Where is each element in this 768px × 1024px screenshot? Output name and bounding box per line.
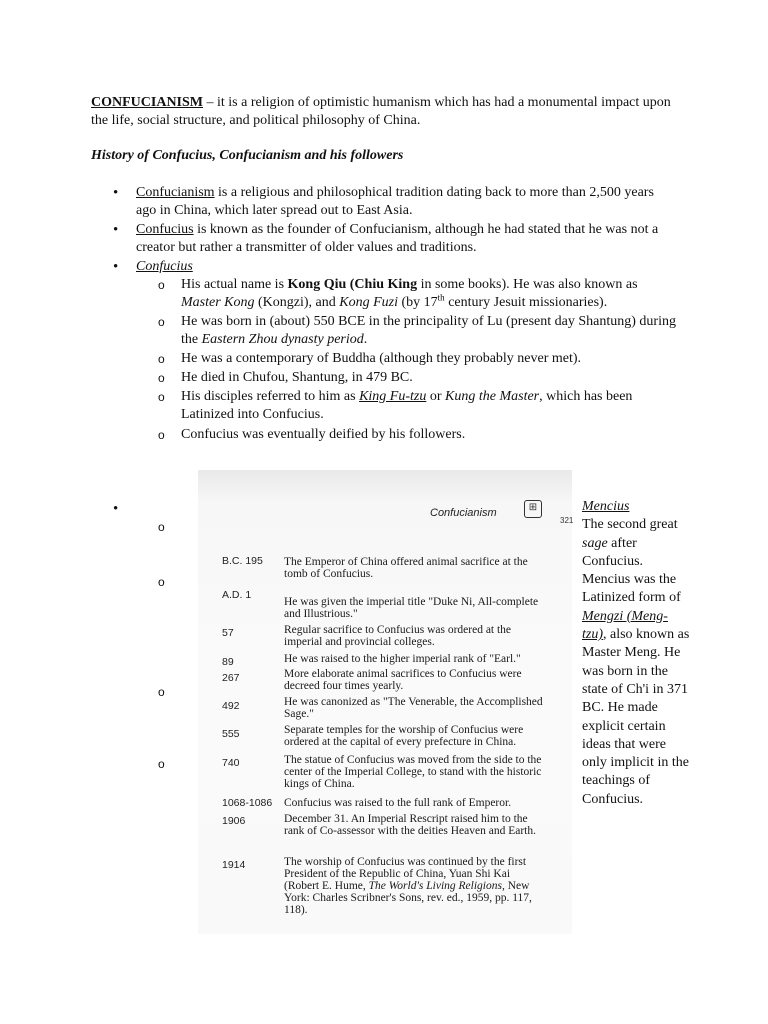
text: in some books). He was also known as	[417, 277, 638, 292]
name-bold: Kong Qiu (Chiu King	[287, 277, 418, 292]
sub-bullet-marker: o	[158, 315, 165, 329]
timeline-date: 267	[222, 672, 240, 684]
scan-shadow	[198, 470, 572, 500]
dynasty-period: Eastern Zhou dynasty period	[201, 332, 364, 347]
timeline-desc: The statue of Confucius was moved from the side to the center of the Imperial College, to stand with the historic kings of China.	[284, 754, 542, 790]
sub-bullet-marker: o	[158, 428, 165, 442]
fact-actual-name	[181, 276, 676, 312]
timeline-date: 492	[222, 700, 240, 712]
bullet-term: Confucius	[136, 259, 193, 274]
alias: Master Kong	[181, 295, 255, 310]
mencius-column	[582, 498, 692, 809]
bullet-marker: •	[113, 501, 119, 517]
bullet-confucianism	[136, 184, 676, 220]
text: after Confucius. Mencius was the Latinized form of	[582, 535, 681, 606]
confucianism-definition: – it is a religion of optimistic humanism which has had a monumental impact upon the life, social structure, and political philosophy of China.	[91, 95, 671, 128]
book-title: The World's Living Religions,	[368, 880, 505, 892]
scanned-timeline-image	[198, 470, 572, 934]
text: His disciples referred to him as	[181, 389, 360, 404]
fact-contemporary: He was a contemporary of Buddha (although they probably never met).	[181, 351, 582, 366]
text: The worship of Confucius was continued by the first President of the Republic of China, Yuan Shi Kai (Robert E. Hume,	[284, 856, 527, 892]
timeline-desc: He was canonized as "The Venerable, the Accomplished Sage."	[284, 696, 543, 720]
intro-paragraph	[91, 94, 671, 130]
disciple-name: King Fu-tzu	[359, 389, 427, 404]
bullet-marker: •	[113, 259, 119, 275]
history-heading: History of Confucius, Confucianism and his followers	[91, 148, 404, 163]
timeline-date: 57	[222, 627, 234, 639]
bullet-term: Confucius	[136, 222, 194, 237]
sub-bullet-marker: o	[158, 352, 165, 366]
sub-bullet-marker: o	[158, 757, 165, 771]
bullet-term: Confucianism	[136, 185, 215, 200]
timeline-desc: Confucius was raised to the full rank of Emperor.	[284, 797, 512, 809]
superscript: th	[437, 292, 445, 303]
timeline-date: B.C. 195	[222, 555, 263, 567]
confucianism-term: CONFUCIANISM	[91, 95, 203, 110]
text: His actual name is	[181, 277, 288, 292]
mengzi-name: Mengzi (Meng-tzu)	[582, 608, 668, 643]
bullet-text: is a religious and philosophical tradition dating back to more than 2,500 years ago in China, which later spread out to East Asia.	[136, 185, 654, 218]
text: century Jesuit missionaries).	[444, 295, 608, 310]
fact-death: He died in Chufou, Shantung, in 479 BC.	[181, 370, 413, 385]
timeline-date: 740	[222, 757, 240, 769]
timeline-desc: He was raised to the higher imperial rank of "Earl."	[284, 653, 521, 665]
sub-bullet-marker: o	[158, 371, 165, 385]
timeline-date: 1068-1086	[222, 797, 273, 809]
text: , also known as Master Meng. He was born in the state of Ch'i in 371 BC. He made explicit certain ideas that were only implicit in the teachings of Confucius.	[582, 627, 690, 807]
sub-bullet-marker: o	[158, 520, 165, 534]
timeline-desc	[284, 856, 546, 916]
timeline-desc: More elaborate animal sacrifices to Confucius were decreed four times yearly.	[284, 668, 522, 692]
text: .	[363, 332, 368, 347]
sub-bullet-marker: o	[158, 390, 165, 404]
mencius-title: Mencius	[582, 499, 630, 514]
fact-birth	[181, 313, 676, 349]
timeline-date: 1914	[222, 859, 246, 871]
bullet-confucius-founder	[136, 221, 676, 257]
bullet-marker: •	[113, 222, 119, 238]
sub-bullet-marker: o	[158, 278, 165, 292]
timeline-date: 1906	[222, 815, 246, 827]
chinese-character-icon: ⊞	[524, 500, 542, 518]
fact-deified: Confucius was eventually deified by his followers.	[181, 427, 466, 442]
fact-disciples	[181, 388, 676, 424]
sub-bullet-marker: o	[158, 575, 165, 589]
timeline-date: 89	[222, 656, 234, 668]
timeline-desc: He was given the imperial title "Duke Ni, All-complete and Illustrious."	[284, 596, 539, 620]
timeline-date: A.D. 1	[222, 589, 252, 601]
alias: Kong Fuzi	[339, 295, 398, 310]
timeline-desc: December 31. An Imperial Rescript raised him to the rank of Co-assessor with the deities Heaven and Earth.	[284, 813, 536, 837]
bullet-marker: •	[113, 185, 119, 201]
sub-bullet-marker: o	[158, 685, 165, 699]
text: The second great	[582, 517, 678, 533]
sage-term: sage	[582, 535, 608, 551]
timeline-date: 555	[222, 728, 240, 740]
timeline-desc: The Emperor of China offered animal sacrifice at the tomb of Confucius.	[284, 556, 528, 580]
disciple-name: Kung the Master	[445, 389, 540, 404]
text: , which has been Latinized into Confucius.	[181, 389, 633, 422]
scan-running-header: Confucianism	[430, 507, 497, 519]
text: (Kongzi), and	[254, 295, 340, 310]
text: He was born in (about) 550 BCE in the principality of Lu (present day Shantung) during the	[181, 314, 676, 347]
text: New York: Charles Scribner's Sons, rev. ed., 1959, pp. 117, 118).	[284, 880, 532, 916]
text: or	[426, 389, 446, 404]
bullet-confucius-heading	[136, 258, 676, 276]
bullet-text: is known as the founder of Confucianism, although he had stated that he was not a creator but rather a transmitter of older values and traditions.	[136, 222, 659, 255]
text: (by 17	[398, 295, 438, 310]
timeline-desc: Regular sacrifice to Confucius was ordered at the imperial and provincial colleges.	[284, 624, 512, 648]
scan-page-number: 321	[560, 516, 574, 525]
timeline-desc: Separate temples for the worship of Confucius were ordered at the capital of every prefecture in China.	[284, 724, 524, 748]
